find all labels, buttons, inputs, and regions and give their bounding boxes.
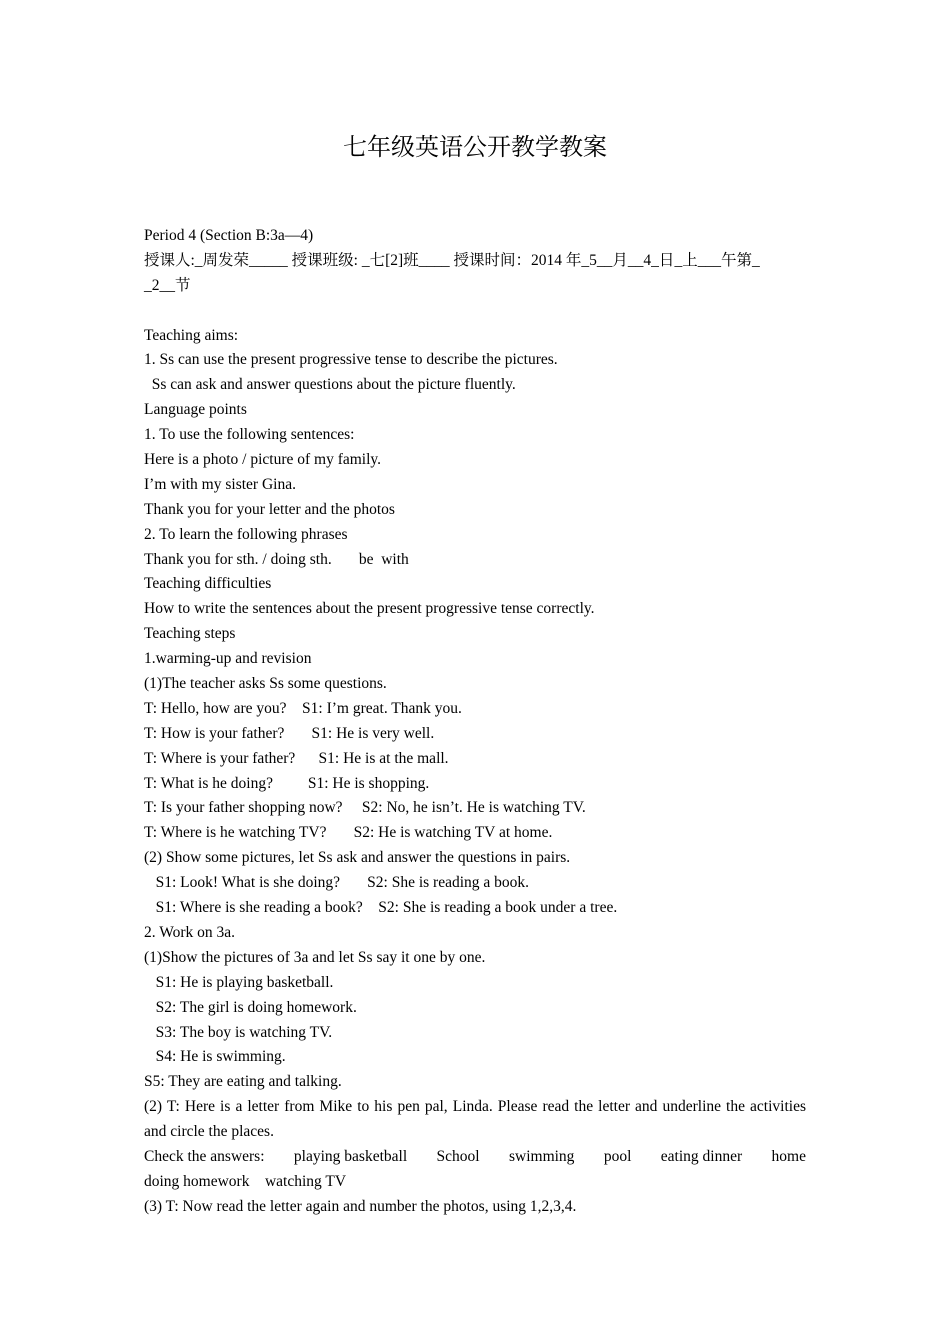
answer-word: pool [603, 1147, 632, 1165]
example-sentence: Here is a photo / picture of my family. [144, 451, 382, 469]
step-title: 2. Work on 3a. [144, 923, 236, 941]
example-sentence: S1: He is playing basketball. [144, 973, 334, 991]
example-sentence: Thank you for your letter and the photos [144, 500, 395, 518]
step-substep: (1)The teacher asks Ss some questions. [144, 675, 387, 693]
language-points-item: 2. To learn the following phrases [144, 525, 348, 543]
step-substep: (2) T: Here is a letter from Mike to his pen pal, Linda. Please read the letter and underline the activities and circle the places. [144, 1098, 806, 1141]
step-substep: (3) T: Now read the letter again and number the photos, using 1,2,3,4. [144, 1197, 577, 1215]
language-points-heading: Language points [144, 401, 247, 419]
page-title: 七年级英语公开教学教案 [343, 135, 607, 161]
check-answers-line [144, 1145, 806, 1170]
dialog-line: T: Where is he watching TV? S2: He is watching TV at home. [144, 824, 553, 842]
teacher-info-line: 授课人:_周发荣_____ 授课班级: _七[2]班____ 授课时间：2014 年_5__月__4_日_上___午第_ [144, 251, 760, 269]
step-substep: (1)Show the pictures of 3a and let Ss say it one by one. [144, 948, 486, 966]
pair-dialog-line: S1: Look! What is she doing? S2: She is reading a book. [144, 874, 530, 892]
period-line: Period 4 (Section B:3a—4) [144, 227, 314, 244]
answer-word: playing basketball [293, 1147, 408, 1165]
language-points-item: 1. To use the following sentences: [144, 426, 355, 444]
step-title: 1.warming-up and revision [144, 650, 312, 668]
difficulties-text: How to write the sentences about the present progressive tense correctly. [144, 600, 595, 618]
answer-word: eating dinner [660, 1147, 743, 1165]
difficulties-heading: Teaching difficulties [144, 575, 272, 593]
example-sentence: S3: The boy is watching TV. [144, 1023, 333, 1041]
aims-item: 1. Ss can use the present progressive tense to describe the pictures. [144, 351, 558, 369]
pair-dialog-line: S1: Where is she reading a book? S2: She is reading a book under a tree. [144, 899, 618, 917]
example-sentence: S4: He is swimming. [144, 1048, 286, 1066]
aims-heading: Teaching aims: [144, 326, 239, 344]
steps-heading: Teaching steps [144, 625, 236, 643]
phrases-line: Thank you for sth. / doing sth. be with [144, 550, 409, 568]
example-sentence: S2: The girl is doing homework. [144, 998, 357, 1016]
aims-item: Ss can ask and answer questions about the picture fluently. [144, 376, 516, 394]
document-body [144, 224, 806, 1220]
answer-word: home [771, 1147, 806, 1165]
dialog-line: T: Hello, how are you? S1: I’m great. Thank you. [144, 699, 462, 717]
dialog-line: T: Where is your father? S1: He is at the mall. [144, 749, 449, 767]
example-sentence: S5: They are eating and talking. [144, 1073, 342, 1091]
dialog-line: T: Is your father shopping now? S2: No, he isn’t. He is watching TV. [144, 799, 586, 817]
check-answers-label: Check the answers: [144, 1147, 265, 1165]
dialog-line: T: How is your father? S1: He is very well. [144, 724, 435, 742]
spacer [144, 299, 806, 324]
answer-word: School [436, 1147, 480, 1165]
step-substep: (2) Show some pictures, let Ss ask and answer the questions in pairs. [144, 849, 571, 867]
period-number-line: _2__节 [144, 276, 191, 294]
example-sentence: I’m with my sister Gina. [144, 475, 296, 493]
answer-word: swimming [508, 1147, 575, 1165]
check-answers-line-2: doing homework watching TV [144, 1172, 347, 1190]
dialog-line: T: What is he doing? S1: He is shopping. [144, 774, 430, 792]
